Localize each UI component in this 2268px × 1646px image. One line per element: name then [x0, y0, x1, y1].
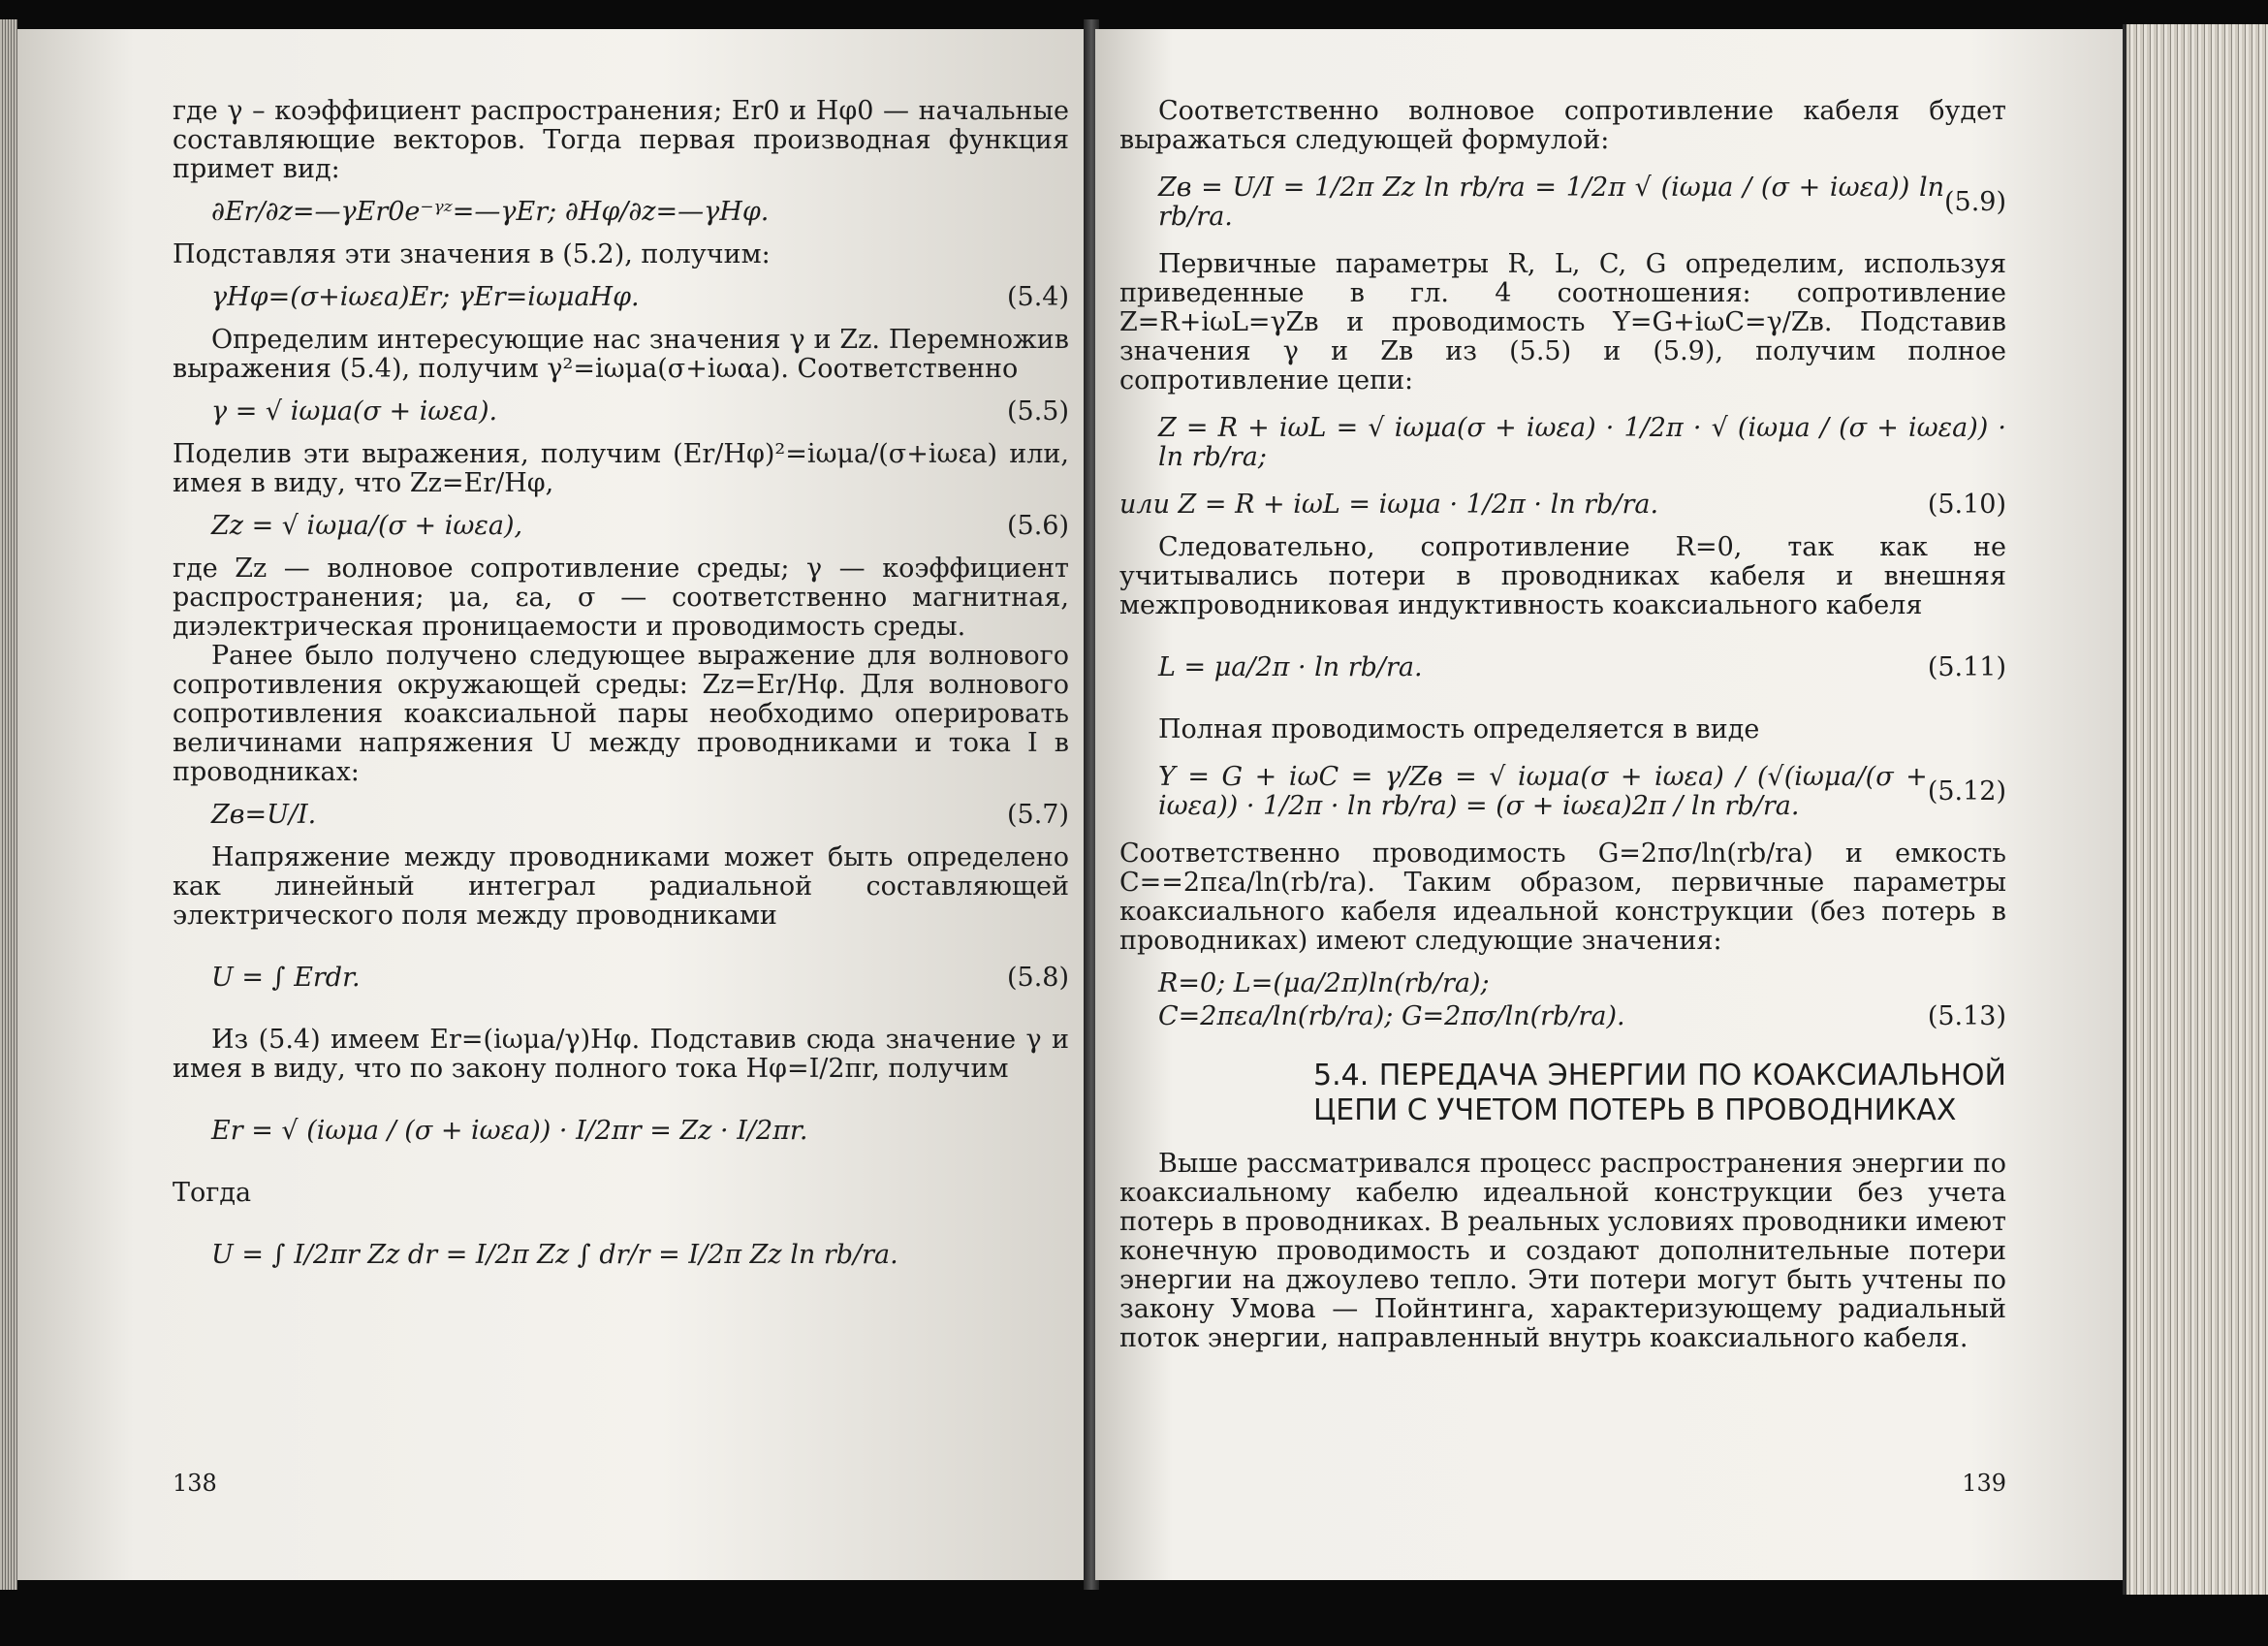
paragraph: Тогда — [173, 1178, 252, 1208]
equation-number: (5.6) — [1006, 511, 1069, 541]
section-heading: 5.4. ПЕРЕДАЧА ЭНЕРГИИ ПО КОАКСИАЛЬНОЙ ЦЕПИ С УЧЕТОМ ПОТЕРЬ В ПРОВОДНИКАХ — [1313, 1059, 2006, 1127]
page-number: 138 — [173, 1470, 217, 1497]
paragraph: Соответственно волновое сопротивление кабеля будет выражаться следующей формулой: — [1119, 96, 2006, 155]
equation-number: (5.7) — [1006, 800, 1069, 830]
formula-text: L = μa/2π · ln rb/ra. — [1158, 652, 1423, 682]
formula-5-10a — [1119, 409, 2006, 477]
book-edge-left — [0, 19, 17, 1590]
paragraph: Поделив эти выражения, получим (Er/Hφ)²=iωμa/(σ+iωεa) или, имея в виду, что Zz=Er/Hφ, — [173, 439, 1069, 498]
paragraph: Определим интересующие нас значения γ и Zz. Перемножив выражения (5.4), получим γ²=iωμa(σ+iωαa). Соответственно — [173, 325, 1069, 384]
formula-text: Zz = √ iωμa/(σ + iωεa), — [211, 511, 523, 541]
formula — [173, 1221, 1069, 1289]
paragraph: Первичные параметры R, L, C, G определим, используя приведенные в гл. 4 соотношения: сопротивление Z=R+iωL=γZв и проводимость Y=G+iωC=γ/Zв. Подставив значения γ и Zв из (5.5) и (5.9), получим полное сопротивление цепи: — [1119, 249, 2006, 396]
equation-number: (5.8) — [1006, 963, 1069, 993]
paragraph: Напряжение между проводниками может быть определено как линейный интеграл радиальной составляющей электрического поля между проводниками — [173, 842, 1069, 931]
formula-text: Er = √ (iωμa / (σ + iωεa)) · I/2πr = Zz · I/2πr. — [211, 1116, 808, 1146]
formula-text: или Z = R + iωL = iωμa · 1/2π · ln rb/ra. — [1119, 490, 1659, 520]
paragraph: Ранее было получено следующее выражение для волнового сопротивления окружающей среды: Zz=Er/Hφ. Для волнового сопротивления коаксиальной пары необходимо оперировать величинами напряжения U между проводниками и тока I в проводниках: — [173, 641, 1069, 787]
paragraph: где γ – коэффициент распространения; Er0 и Hφ0 — начальные составляющие векторов. Тогда первая производная функция примет вид: — [173, 96, 1069, 184]
equation-number: (5.10) — [1927, 490, 2006, 520]
paragraph: Полная проводимость определяется в виде — [1158, 714, 1760, 744]
formula-5-11 — [1119, 634, 2006, 702]
equation-number: (5.4) — [1006, 282, 1069, 312]
formula-5-4 — [173, 283, 1069, 312]
formula — [173, 1097, 1069, 1165]
formula-text: U = ∫ Erdr. — [211, 963, 361, 993]
equation-number: (5.5) — [1006, 396, 1069, 427]
formula-5-13a — [1119, 969, 2006, 998]
equation-number: (5.11) — [1927, 652, 2006, 682]
formula-5-12 — [1119, 758, 2006, 826]
page-number: 139 — [1962, 1470, 2006, 1497]
formula-text: Zв = U/I = 1/2π Zz ln rb/ra = 1/2π √ (iωμa / (σ + iωεa)) ln rb/ra. — [1158, 173, 1944, 232]
paragraph: Выше рассматривался процесс распространения энергии по коаксиальному кабелю идеальной конструкции без учета потерь в проводниках. В реальных условиях проводники имеют конечную проводимость и создают дополнительные потери энергии на джоулево тепло. Эти потери могут быть учтены по закону Умова — Пойнтинга, характеризующему радиальный поток энергии, направленный внутрь коаксиального кабеля. — [1119, 1149, 2006, 1353]
formula-5-9 — [1119, 169, 2006, 237]
formula-5-8 — [173, 944, 1069, 1012]
left-page — [17, 29, 1088, 1580]
formula-text: R=0; L=(μa/2π)ln(rb/ra); — [1158, 968, 1490, 998]
formula-5-5 — [173, 397, 1069, 427]
formula-text: C=2πεa/ln(rb/ra); G=2πσ/ln(rb/ra). — [1158, 1001, 1625, 1031]
equation-number: (5.12) — [1927, 776, 2006, 807]
paragraph: где Zz — волновое сопротивление среды; γ — коэффициент распространения; μa, εa, σ — соответственно магнитная, диэлектрическая проницаемости и проводимость среды. — [173, 554, 1069, 642]
formula-text: γ = √ iωμa(σ + iωεa). — [211, 396, 498, 427]
paragraph: Соответственно проводимость G=2πσ/ln(rb/ra) и емкость C==2πεa/ln(rb/ra). Таким образом, первичные параметры коаксиального кабеля идеальной конструкции (без потерь в проводниках) имеют следующие значения: — [1119, 839, 2006, 956]
formula-5-7 — [173, 801, 1069, 830]
right-page — [1095, 29, 2123, 1580]
book-page-edges — [2123, 24, 2268, 1595]
equation-number: (5.13) — [1927, 1001, 2006, 1031]
paragraph: Следовательно, сопротивление R=0, так как не учитывались потери в проводниках кабеля и внешняя межпроводниковая индуктивность коаксиального кабеля — [1119, 532, 2006, 620]
formula-5-13b — [1119, 1002, 2006, 1031]
formula-text: Zв=U/I. — [211, 800, 317, 830]
formula-text: ∂Er/∂z=—γEr0e⁻ᵞᶻ=—γEr; ∂Hφ/∂z=—γHφ. — [211, 197, 770, 227]
formula-text: U = ∫ I/2πr Zz dr = I/2π Zz ∫ dr/r = I/2π Zz ln rb/ra. — [211, 1240, 898, 1270]
formula-text: Y = G + iωC = γ/Zв = √ iωμa(σ + iωεa) / (√(iωμa/(σ + iωεa)) · 1/2π · ln rb/ra) = (σ + iωεa)2π / ln rb/ra. — [1158, 762, 1928, 821]
equation-number: (5.9) — [1943, 187, 2006, 217]
paragraph: Из (5.4) имеем Er=(iωμa/γ)Hφ. Подставив сюда значение γ и имея в виду, что по закону полного тока Hφ=I/2πr, получим — [173, 1025, 1069, 1084]
formula-5-6 — [173, 512, 1069, 541]
paragraph: Подставляя эти значения в (5.2), получим: — [173, 239, 771, 269]
formula-text: Z = R + iωL = √ iωμa(σ + iωεa) · 1/2π · √ (iωμa / (σ + iωεa)) · ln rb/ra; — [1158, 413, 2006, 472]
formula — [173, 198, 1069, 227]
formula-5-10b — [1119, 491, 2006, 520]
formula-text: γHφ=(σ+iωεa)Er; γEr=iωμaHφ. — [211, 282, 640, 312]
